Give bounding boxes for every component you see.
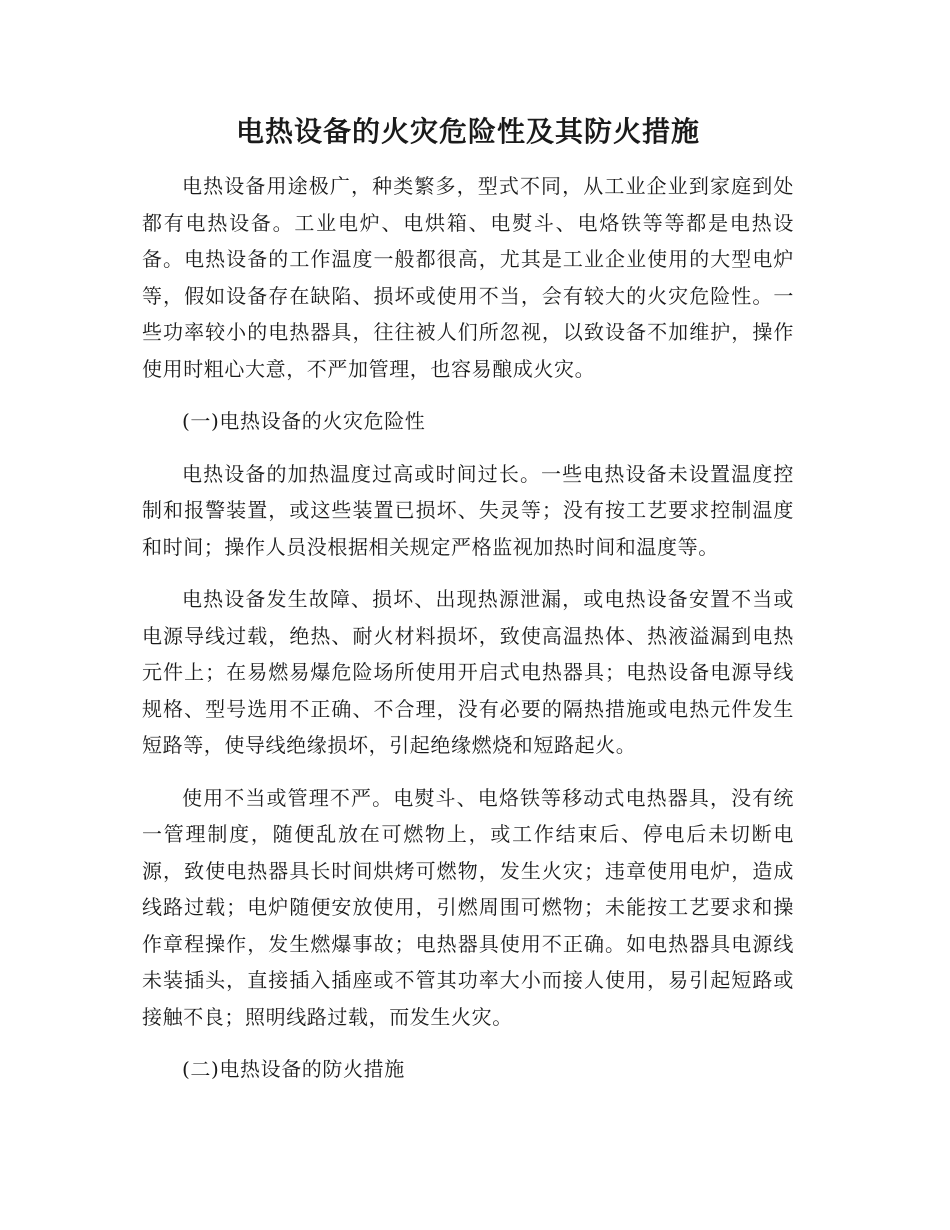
intro-paragraph: 电热设备用途极广，种类繁多，型式不同，从工业企业到家庭到处都有电热设备。工业电炉、电烘箱、电熨斗、电烙铁等等都是电热设备。电热设备的工作温度一般都很高，尤其是工业企业使用的大型电炉等，假如设备存在缺陷、损坏或使用不当，会有较大的火灾危险性。一些功率较小的电热器具，往往被人们所忽视，以致设备不加维护，操作使用时粗心大意，不严加管理，也容易酿成火灾。 <box>142 174 794 381</box>
section-heading-2: (二)电热设备的防火措施 <box>182 1057 405 1081</box>
document-page <box>142 110 794 1104</box>
section1-paragraph-3: 使用不当或管理不严。电熨斗、电烙铁等移动式电热器具，没有统一管理制度，随便乱放在可燃物上，或工作结束后、停电后未切断电源，致使电热器具长时间烘烤可燃物，发生火灾；违章使用电炉，造成线路过载；电炉随便安放使用，引燃周围可燃物；未能按工艺要求和操作章程操作，发生燃爆事故；电热器具使用不正确。如电热器具电源线未装插头，直接插入插座或不管其功率大小而接人使用，易引起短路或接触不良；照明线路过载，而发生火灾。 <box>142 785 794 1029</box>
section1-paragraph-1: 电热设备的加热温度过高或时间过长。一些电热设备未设置温度控制和报警装置，或这些装置已损坏、失灵等；没有按工艺要求控制温度和时间；操作人员没根据相关规定严格监视加热时间和温度等。 <box>142 461 794 559</box>
section1-paragraph-2: 电热设备发生故障、损坏、出现热源泄漏，或电热设备安置不当或电源导线过载，绝热、耐火材料损坏，致使高温热体、热液溢漏到电热元件上；在易燃易爆危险场所使用开启式电热器具；电热设备电源导线规格、型号选用不正确、不合理，没有必要的隔热措施或电热元件发生短路等，使导线绝缘损坏，引起绝缘燃烧和短路起火。 <box>142 587 794 757</box>
section-heading-1: (一)电热设备的火灾危险性 <box>182 409 426 433</box>
document-title: 电热设备的火灾危险性及其防火措施 <box>235 115 700 148</box>
